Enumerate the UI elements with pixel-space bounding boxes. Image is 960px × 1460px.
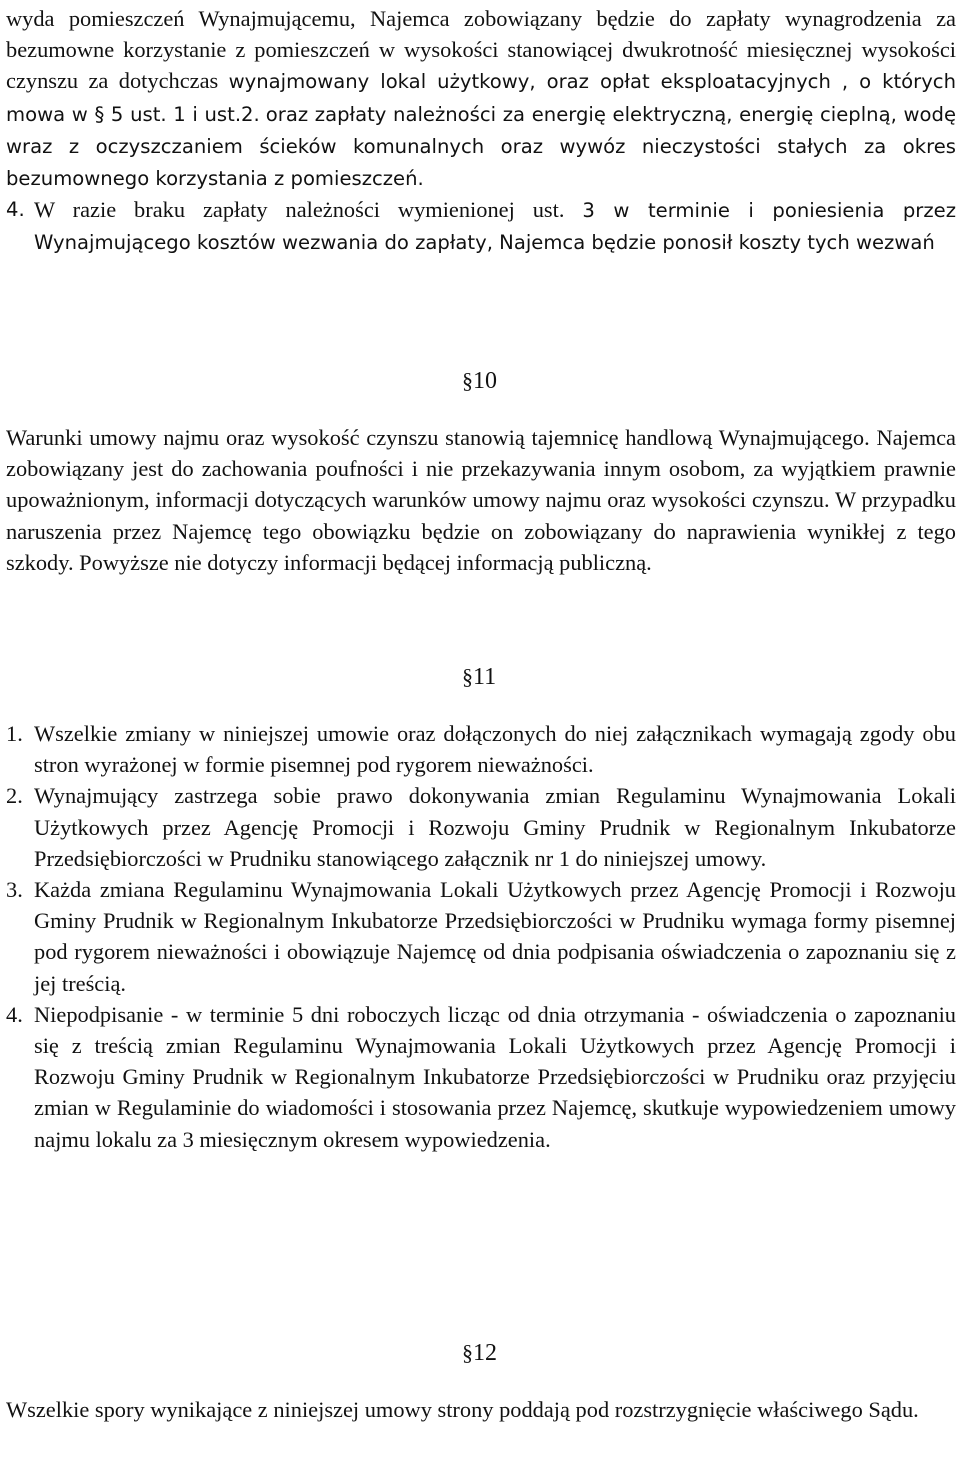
section-mark: § [462, 1340, 473, 1365]
section-12-text: Wszelkie spory wynikające z niniejszej umowy strony poddają pod rozstrzygnięcie właściwego Sądu. [6, 1397, 919, 1422]
intro-text-serif: wyda pomieszczeń Wynajmującemu, Najemca zobowiązany będzie do zapłaty wynagrodzenia za bezumowne korzystanie z pomieszczeń w wysokości stanowiącej dwukrotność miesięcznej wysokości czynszu za dotychczas wynajmowany lokal użytkowy, oraz opłat eksploatacyjnych , o których mowa w § 5 ust. 1 i ust.2. oraz zapłaty należności za energię elektryczną, energię cieplną, wodę wraz z oczyszczaniem ścieków komunalnych oraz wywóz nieczystości stałych za okres bezumownego korzystania z pomieszczeń. [6, 6, 956, 191]
list-item [6, 999, 956, 1155]
item-text: Każda zmiana Regulaminu Wynajmowania Lokali Użytkowych przez Agencję Promocji i Rozwoju Gminy Prudnik w Regionalnym Inkubatorze Przedsiębiorczości w Prudniku wymaga formy pisemnej pod rygorem nieważności i obowiązuje Najemcę od dnia podpisania oświadczenia o zapoznaniu się z jej treścią. [34, 877, 956, 996]
section-number: 11 [473, 664, 497, 690]
section-12-heading [462, 1338, 497, 1368]
section-12-paragraph [6, 1394, 956, 1425]
item-number: 4. [6, 1001, 23, 1027]
section-10-paragraph [6, 422, 956, 578]
item-text: Wynajmujący zastrzega sobie prawo dokonywania zmian Regulaminu Wynajmowania Lokali Użytkowych przez Agencję Promocji i Rozwoju Gminy Prudnik w Regionalnym Inkubatorze Przedsiębiorczości w Prudniku stanowiącego załącznik nr 1 do niniejszej umowy. [34, 783, 956, 871]
item-number: 4. [6, 198, 25, 222]
intro-item-4-text-a: W razie braku zapłaty należności wymienionej ust. [34, 197, 565, 223]
intro-paragraph [6, 3, 956, 259]
section-11-heading [462, 662, 496, 692]
intro-text-sans: wynajmowany lokal użytkowy, oraz opłat eksploatacyjnych , o których mowa w § 5 ust. 1 i ust.2. [6, 70, 956, 126]
intro-item-4-text-b: 3 w terminie i poniesienia przez Wynajmującego kosztów wezwania do zapłaty, Najemca będzie ponosił koszty tych wezwań [34, 199, 956, 255]
section-mark: § [462, 368, 473, 393]
intro-item-4 [6, 194, 956, 258]
section-mark: § [462, 664, 473, 689]
item-text: Wszelkie zmiany w niniejszej umowie oraz dołączonych do niej załącznikach wymagają zgody obu stron wyrażonej w formie pisemnej pod rygorem nieważności. [34, 721, 956, 778]
section-number: 10 [473, 368, 497, 394]
item-number: 2. [6, 783, 23, 809]
item-number: 3. [6, 877, 23, 903]
list-item [6, 780, 956, 874]
section-11-list [6, 718, 956, 1155]
item-number: 1. [6, 721, 23, 746]
list-item [6, 874, 956, 999]
section-number: 12 [473, 1340, 497, 1366]
intro-text-sans-2: oraz zapłaty należności za energię elektryczną, energię cieplną, wodę wraz z oczyszczaniem ścieków komunalnych oraz wywóz nieczystości stałych za okres bezumownego korzystania z pomieszczeń. [6, 102, 956, 191]
list-item [6, 718, 956, 780]
section-10-heading [462, 366, 497, 396]
section-10-text-a: Warunki umowy najmu oraz wysokość czynszu stanowią tajemnicę handlową Wynajmującego. [6, 425, 870, 450]
section-10-text-b: Najemca zobowiązany jest do zachowania poufności i nie przekazywania innym osobom, za wyjątkiem prawnie upoważnionym, informacji dotyczących warunków umowy najmu oraz wysokości czynszu. W przypadku naruszenia przez Najemcę tego obowiązku będzie on zobowiązany do naprawienia wynikłej z tego szkody. Powyższe nie dotyczy informacji będącej informacją publiczną. [6, 425, 956, 575]
item-text: Niepodpisanie - w terminie 5 dni roboczych licząc od dnia otrzymania - oświadczenia o zapoznaniu się z treścią zmian Regulaminu Wynajmowania Lokali Użytkowych przez Agencję Promocji i Rozwoju Gminy Prudnik w Regionalnym Inkubatorze Przedsiębiorczości w Prudniku oraz przyjęciu zmian w Regulaminie do wiadomości i stosowania przez Najemcę, skutkuje wypowiedzeniem umowy najmu lokalu za 3 miesięcznym okresem wypowiedzenia. [34, 1001, 956, 1152]
